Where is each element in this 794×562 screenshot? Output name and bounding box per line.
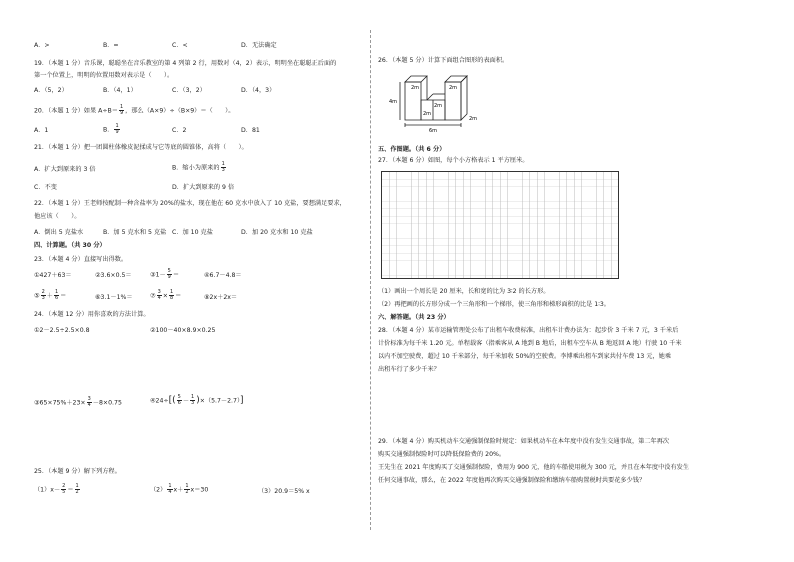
q23-item-8: ⑧2x＋2x＝: [204, 294, 238, 301]
q19-opt-d: D．（4，3）: [241, 87, 276, 94]
q28-line2: 计价标准为每千米 1.20 元。单程载客（指乘客从 A 地到 B 地后，出租车空车从 B 地返回 A 地）行驶 10 千米: [378, 340, 682, 347]
q27-title: 27．（本题 6 分）如图，每个小方格表示 1 平方厘米。: [378, 157, 529, 164]
q20-opt-b: B． $\frac{1}{9}$: [103, 123, 119, 135]
q24-expr-1: ①2－2.5÷2.5×0.8: [34, 327, 90, 334]
q23-item-1: ①427＋63＝: [34, 272, 72, 279]
opt-b-top: B．=: [103, 42, 119, 49]
q21-line1: 21．（本题 1 分）把一团圆柱体橡皮泥揉成与它等底的圆锥体，高将（ ）。: [34, 144, 248, 151]
q23-item-2: ②3.6×0.5＝: [95, 272, 132, 279]
q22-line2: 他应该（ ）。: [34, 213, 81, 220]
q21-opt-a: A．扩大到原来的 3 倍: [34, 166, 96, 173]
q22-opt-a: A．倒出 5 克盐水: [34, 229, 84, 236]
q26-title: 26．（本题 5 分）计算下面组合图形的表面积。: [378, 57, 509, 64]
q29-line1: 29．（本题 4 分）购买机动车交通强制保险时规定：如果机动车在本年度中没有发生交通事故，第二年再次: [378, 438, 670, 445]
opt-c-top: C．<: [172, 42, 188, 49]
section-5-title: 五、作图题。（共 6 分）: [378, 146, 446, 153]
opt-a-top: A．>: [34, 42, 50, 49]
q23-item-5: ⑤ $\frac{2}{3}$ ＋ $\frac{1}{6}$ ＝: [34, 289, 67, 301]
q21-opt-d: D．扩大到原来的 9 倍: [172, 184, 235, 191]
q19-opt-c: C．（3，2）: [172, 87, 206, 94]
q23-title: 23．（本题 4 分）直接写出得数。: [34, 256, 128, 263]
q23-item-4: ④6.7－4.8＝: [204, 272, 242, 279]
q27-grid: [381, 171, 619, 279]
q23-item-6: ⑥3.1－1%＝: [95, 294, 133, 301]
q22-line1: 22．（本题 1 分）王老师按配制一种含盐率为 20%的盐水，现在他在 60 克水中放入了 10 克盐，要想满足要求，: [34, 200, 346, 207]
q24-expr-4: ④24÷[( $\frac{5}{6}$ － $\frac{1}{3}$ )×（5.7－2.7）]: [150, 394, 244, 406]
q28-line3: 以内不加空驶费，超过 10 千米部分，每千米加收 50%的空驶费。李博乘出租车到家共付车费 13 元，她乘: [378, 353, 672, 360]
q26-label-4m: 4m: [389, 99, 398, 105]
q22-opt-c: C．加 10 克盐: [172, 229, 213, 236]
q22-opt-d: D．加 20 克水和 10 克盐: [241, 229, 313, 236]
section-4-title: 四、计算题。（共 30 分）: [34, 242, 106, 249]
section-6-title: 六、解答题。（共 23 分）: [378, 314, 450, 321]
q29-line2: 购买交通强制保险时可以降低保险费的 20%。: [378, 451, 506, 458]
q29-line4: 任何交通事故，那么，在 2022 年度他再次购买交通强制保险和缴纳车船购置税时共要花多少钱？: [378, 477, 646, 484]
opt-d-top: D．无法确定: [241, 42, 277, 49]
q24-expr-2: ②100－40×8.9×0.25: [150, 327, 216, 334]
q20-opt-d: D．81: [241, 127, 260, 134]
q26-composite-figure: [385, 72, 485, 134]
q25-title: 25．（本题 9 分）解下列方程。: [34, 468, 121, 475]
q29-line3: 王先生在 2021 年度购买了交通强制保险，费用为 900 元，他的车船使用税为 300 元，并且在本年度中没有发生: [378, 464, 690, 471]
q28-line4: 出租车行了多少千米？: [378, 366, 440, 373]
q27-sub2: （2）再把画的长方形分成一个三角形和一个梯形，使三角形和梯形面积的比是 1∶3。: [378, 301, 610, 308]
q24-title: 24．（本题 12 分）用你喜欢的方法计算。: [34, 311, 150, 318]
q20-opt-c: C．2: [172, 127, 187, 134]
q24-expr-3: ③65×75%＋23× $\frac{3}{4}$ －8×0.75: [34, 396, 122, 408]
q20-opt-a: A．1: [34, 127, 49, 134]
q27-sub1: （1）画出一个周长是 20 厘米，长和宽的比为 3∶2 的长方形。: [378, 288, 550, 295]
q19-line2: 第一个位置上，明明的位置用数对表示是（ ）。: [34, 72, 174, 79]
q25-eq-1: （1）x－ $\frac{2}{5}$ ＝ $\frac{1}{2}$: [34, 483, 79, 495]
q26-label-6m: 6m: [429, 128, 438, 134]
q19-opt-b: B．（4，1）: [103, 87, 137, 94]
q26-label-2: 2m: [449, 85, 458, 91]
q19-opt-a: A．（5，2）: [34, 87, 68, 94]
q23-item-7: ⑦ $\frac{3}{4}$ × $\frac{1}{8}$ ＝: [150, 289, 182, 301]
q21-opt-c: C．不变: [34, 184, 57, 191]
q21-opt-b: B．缩小为原来的 $\frac{1}{3}$: [172, 161, 225, 173]
q20-line: 20．（本题 1 分）如果 A÷B＝ $\frac{1}{9}$ ，那么（A×9）÷（B×9）＝（ ）。: [34, 104, 235, 116]
q19-line1: 19．（本题 1 分）音乐课，聪聪坐在音乐教室的第 4 列第 2 行，用数对（4，2）表示，明明坐在聪聪正后面的: [34, 60, 337, 67]
q23-item-3: ③1－ $\frac{5}{9}$ ＝: [150, 268, 180, 280]
q26-label-1: 2m: [411, 85, 420, 91]
q26-label-4: 2m: [423, 111, 432, 117]
column-divider: [370, 30, 371, 530]
q26-label-depth: 2m: [469, 116, 478, 122]
q22-opt-b: B．加 5 克水和 5 克盐: [103, 229, 167, 236]
q25-eq-3: （3）20.9＝5% x: [258, 488, 310, 495]
q25-eq-2: （2） $\frac{1}{4}$ x＋ $\frac{1}{2}$ x＝30: [150, 483, 209, 495]
q28-line1: 28．（本题 4 分）某市运输管理处公布了出租车收费标准，出租车计费办法为：起步价 3 千米 7 元，3 千米后: [378, 327, 679, 334]
q26-label-3: 2m: [434, 103, 443, 109]
